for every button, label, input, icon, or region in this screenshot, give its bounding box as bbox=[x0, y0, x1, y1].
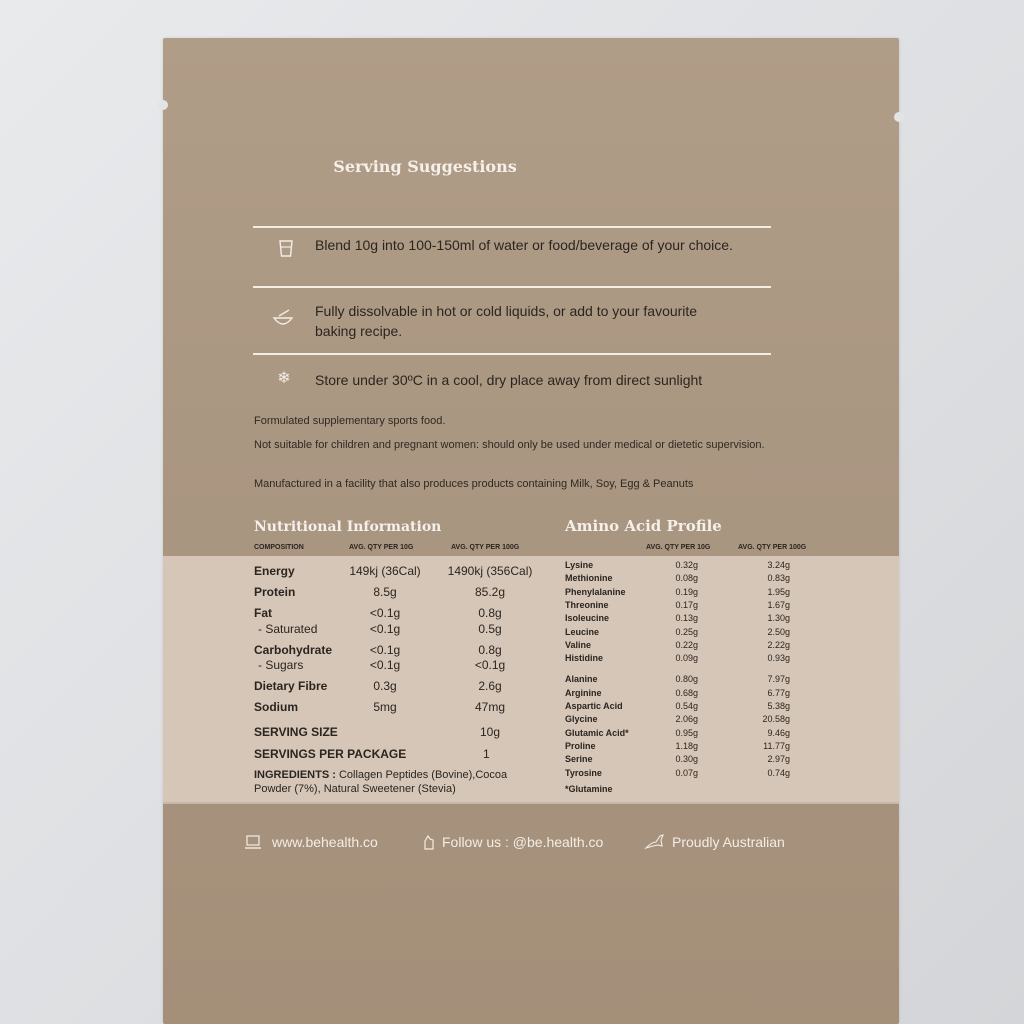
note-line: Not suitable for children and pregnant women: should only be used under medical or dietetic supervision. bbox=[254, 439, 765, 451]
nutrition-value-10g: <0.1g bbox=[369, 622, 401, 636]
amino-value-10g: 0.17g bbox=[675, 599, 698, 610]
follow-text: Follow us : @be.health.co bbox=[442, 834, 604, 850]
amino-row-name: Valine bbox=[565, 639, 592, 650]
serving-item-text: Blend 10g into 100-150ml of water or food/beverage of your choice. bbox=[315, 237, 733, 253]
amino-value-100g: 1.95g bbox=[767, 586, 790, 597]
ingredients-text: Collagen Peptides (Bovine),Cocoa bbox=[338, 769, 508, 781]
nutrition-value-10g: <0.1g bbox=[369, 606, 401, 620]
divider bbox=[253, 353, 771, 355]
nutrition-row-name: Carbohydrate bbox=[254, 643, 333, 657]
amino-value-100g: 0.83g bbox=[767, 573, 790, 584]
amino-value-10g: 0.13g bbox=[675, 613, 698, 624]
amino-value-10g: 0.09g bbox=[675, 653, 698, 664]
proudly-australian-text: Proudly Australian bbox=[672, 834, 785, 850]
nutrition-row-name: Protein bbox=[254, 585, 296, 599]
divider bbox=[253, 226, 771, 228]
amino-value-100g: 6.77g bbox=[767, 687, 790, 698]
amino-row-name: Leucine bbox=[565, 626, 600, 637]
column-header: COMPOSITION bbox=[254, 544, 304, 551]
serving-size-label: SERVING SIZE bbox=[254, 725, 338, 739]
amino-value-100g: 2.97g bbox=[767, 754, 790, 765]
amino-row-name: Glutamic Acid* bbox=[565, 727, 629, 738]
kangaroo-icon bbox=[644, 832, 668, 855]
amino-value-10g: 0.54g bbox=[675, 701, 698, 711]
amino-footnote: *Glutamine bbox=[565, 784, 613, 794]
amino-row-name: Histidine bbox=[565, 653, 604, 664]
nutrition-row-name: - Saturated bbox=[258, 622, 318, 636]
nutrition-value-10g: 0.3g bbox=[373, 679, 397, 693]
amino-row-name: Proline bbox=[565, 740, 596, 751]
nutrition-value-100g: 2.6g bbox=[478, 679, 502, 693]
nutrition-value-100g: <0.1g bbox=[474, 658, 506, 672]
amino-row-name: Threonine bbox=[565, 599, 609, 610]
nutrition-title: Nutritional Information bbox=[254, 519, 442, 535]
amino-value-100g: 7.97g bbox=[767, 674, 790, 685]
nutrition-value-10g: 5mg bbox=[373, 700, 397, 714]
column-header: AVG. QTY PER 100G bbox=[451, 544, 520, 551]
nutrition-value-10g: 8.5g bbox=[373, 585, 397, 599]
amino-value-10g: 0.19g bbox=[675, 586, 698, 597]
ingredients-label: INGREDIENTS : bbox=[254, 769, 336, 781]
amino-value-10g: 0.68g bbox=[675, 687, 698, 698]
amino-row-name: Glycine bbox=[565, 714, 598, 725]
amino-value-100g: 9.46g bbox=[767, 727, 790, 738]
amino-row-name: Isoleucine bbox=[565, 613, 610, 624]
hand-icon bbox=[420, 833, 438, 854]
column-header: AVG. QTY PER 10G bbox=[646, 544, 711, 551]
amino-row-name: Lysine bbox=[565, 560, 594, 570]
servings-per-package-label: SERVINGS PER PACKAGE bbox=[254, 747, 407, 761]
serving-item-text: Store under 30ºC in a cool, dry place away from direct sunlight bbox=[315, 372, 703, 388]
amino-value-10g: 0.32g bbox=[675, 560, 698, 570]
amino-value-100g: 3.24g bbox=[767, 560, 790, 570]
amino-value-10g: 0.07g bbox=[675, 767, 698, 778]
servings-per-package-value: 1 bbox=[483, 747, 490, 761]
glass-icon bbox=[276, 238, 296, 258]
serving-item-text: Fully dissolvable in hot or cold liquids, or add to your favourite baking recipe. bbox=[315, 303, 698, 339]
amino-value-10g: 1.18g bbox=[675, 740, 698, 751]
amino-row-name: Methionine bbox=[565, 573, 613, 584]
nutrition-row-name: - Sugars bbox=[258, 658, 304, 672]
serving-suggestions-title: Serving Suggestions bbox=[333, 157, 517, 176]
tear-notch-left bbox=[158, 100, 168, 110]
amino-row-name: Alanine bbox=[565, 674, 598, 685]
amino-value-10g: 2.06g bbox=[675, 714, 698, 725]
amino-value-100g: 5.38g bbox=[767, 701, 790, 711]
amino-row-name: Tyrosine bbox=[565, 767, 602, 778]
nutrition-value-100g: 1490kj (356Cal) bbox=[447, 564, 533, 578]
nutrition-value-100g: 85.2g bbox=[474, 585, 506, 599]
ingredients-text: Powder (7%), Natural Sweetener (Stevia) bbox=[254, 783, 456, 795]
nutrition-row-name: Dietary Fibre bbox=[254, 679, 328, 693]
amino-row-name: Serine bbox=[565, 754, 593, 765]
website-text: www.behealth.co bbox=[272, 834, 378, 850]
nutrition-value-10g: 149kj (36Cal) bbox=[349, 564, 421, 578]
nutrition-value-10g: <0.1g bbox=[369, 643, 401, 657]
amino-value-100g: 0.74g bbox=[767, 767, 790, 778]
amino-row-name: Arginine bbox=[565, 687, 602, 698]
amino-value-100g: 2.22g bbox=[767, 639, 790, 650]
amino-value-100g: 0.93g bbox=[767, 653, 790, 664]
amino-value-100g: 2.50g bbox=[767, 626, 790, 637]
amino-row-name: Aspartic Acid bbox=[565, 701, 623, 711]
nutrition-value-100g: 0.5g bbox=[478, 622, 502, 636]
footer-bar bbox=[244, 832, 824, 854]
ingredients bbox=[254, 768, 554, 796]
band-edge bbox=[163, 802, 899, 804]
nutrition-value-100g: 47mg bbox=[474, 700, 506, 714]
amino-value-10g: 0.80g bbox=[675, 674, 698, 685]
amino-value-100g: 1.30g bbox=[767, 613, 790, 624]
tear-notch-right bbox=[894, 112, 904, 122]
nutrition-row-name: Sodium bbox=[254, 700, 298, 714]
serving-size-value: 10g bbox=[480, 725, 501, 739]
amino-value-100g: 11.77g bbox=[763, 740, 790, 751]
column-header: AVG. QTY PER 100G bbox=[738, 544, 807, 551]
note-line: Manufactured in a facility that also produces products containing Milk, Soy, Egg & Peanuts bbox=[254, 478, 694, 490]
laptop-icon bbox=[244, 833, 262, 854]
nutrition-row-name: Energy bbox=[254, 564, 295, 578]
nutrition-row-name: Fat bbox=[254, 606, 272, 620]
amino-value-10g: 0.30g bbox=[675, 754, 698, 765]
snowflake-icon: ❄ bbox=[277, 370, 291, 387]
note-line: Formulated supplementary sports food. bbox=[254, 415, 446, 427]
nutrition-value-10g: <0.1g bbox=[369, 658, 401, 672]
amino-value-100g: 20.58g bbox=[762, 714, 790, 725]
bowl-icon bbox=[272, 308, 292, 328]
amino-value-100g: 1.67g bbox=[767, 599, 790, 610]
amino-value-10g: 0.22g bbox=[675, 639, 698, 650]
amino-row-name: Phenylalanine bbox=[565, 586, 626, 597]
column-header: AVG. QTY PER 10G bbox=[349, 544, 414, 551]
amino-value-10g: 0.25g bbox=[675, 626, 698, 637]
amino-value-10g: 0.95g bbox=[675, 727, 698, 738]
nutrition-value-100g: 0.8g bbox=[478, 606, 502, 620]
amino-value-10g: 0.08g bbox=[675, 573, 698, 584]
nutrition-value-100g: 0.8g bbox=[478, 643, 502, 657]
divider bbox=[253, 286, 771, 288]
amino-title: Amino Acid Profile bbox=[565, 517, 722, 535]
